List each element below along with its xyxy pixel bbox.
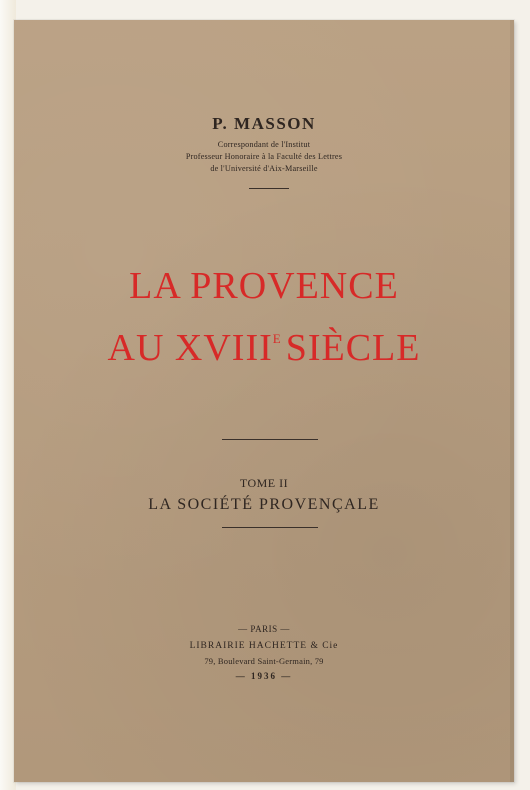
- title-line-2-main: AU XVIII: [107, 327, 273, 369]
- author-divider: [249, 188, 289, 189]
- author-affiliation-3: de l'Université d'Aix-Marseille: [210, 164, 318, 173]
- title-line-2: [14, 326, 514, 370]
- author-affiliation-1: Correspondant de l'Institut: [217, 140, 311, 149]
- title-line-1: LA PROVENCE: [129, 265, 399, 307]
- publisher-city: — PARIS —: [238, 624, 290, 634]
- cover-edge-shadow: [510, 20, 514, 782]
- author-affiliation-2: Professeur Honoraire à la Faculté des Lettres: [185, 152, 343, 161]
- volume-divider-bottom: [222, 527, 318, 528]
- publisher-address: 79, Boulevard Saint-Germain, 79: [204, 656, 324, 666]
- volume-subtitle: LA SOCIÉTÉ PROVENÇALE: [148, 496, 380, 513]
- title-superscript: E: [272, 331, 282, 346]
- publisher-name: LIBRAIRIE HACHETTE & Cie: [189, 641, 339, 651]
- volume-number: TOME II: [239, 476, 289, 490]
- book-cover: [14, 20, 514, 782]
- title-line-2-end: SIÈCLE: [285, 327, 421, 369]
- volume-divider-top: [222, 439, 318, 440]
- publication-year: — 1936 —: [235, 671, 293, 681]
- author-name: P. MASSON: [212, 114, 316, 133]
